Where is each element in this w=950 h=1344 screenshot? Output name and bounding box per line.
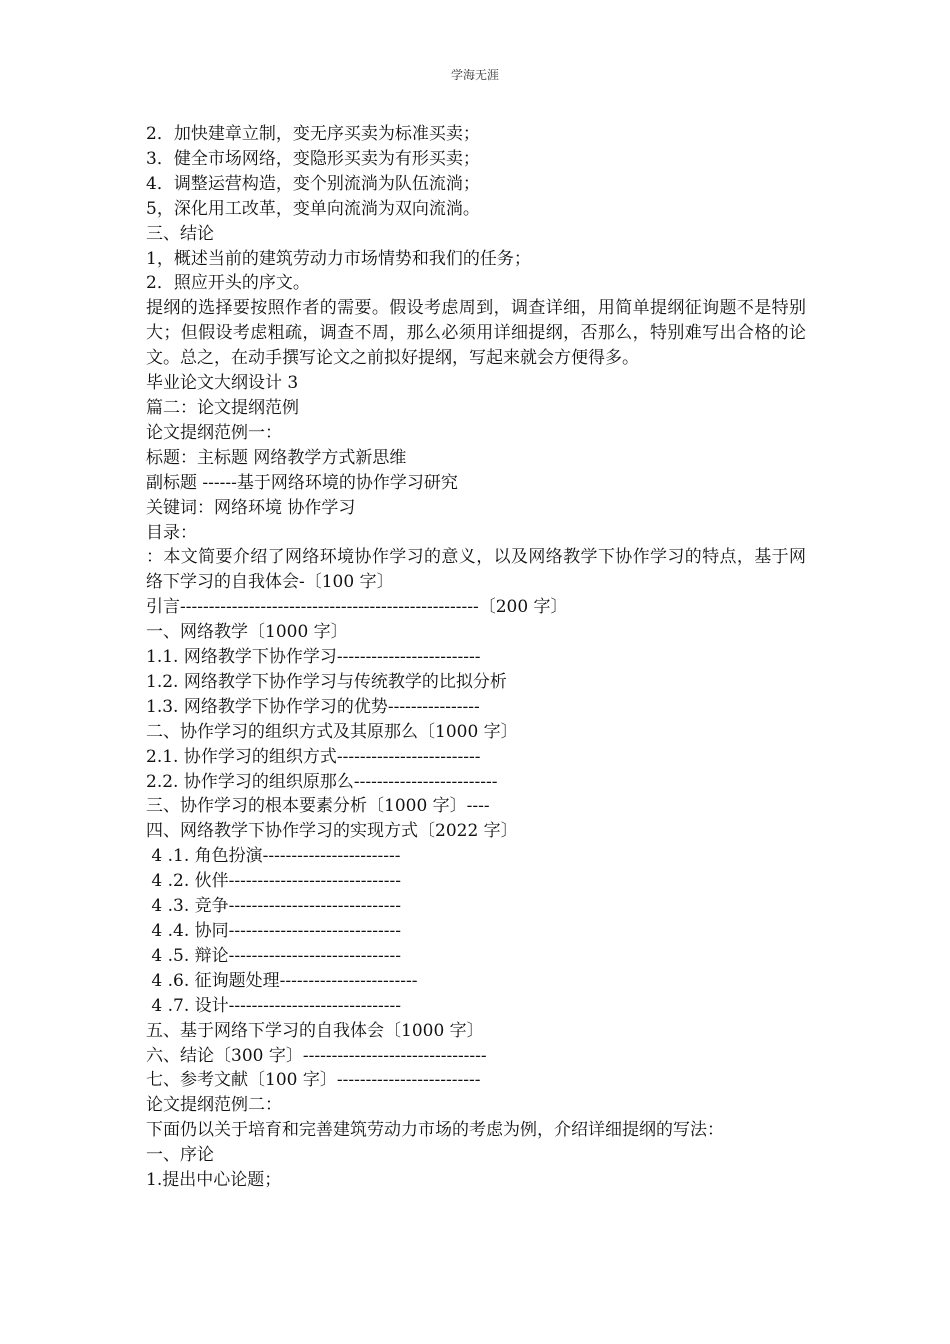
outline-line: 三、协作学习的根本要素分析〔1000 字〕---- bbox=[146, 796, 490, 817]
outline-line: 五、基于网络下学习的自我体会〔1000 字〕 bbox=[146, 1020, 484, 1041]
outline-line: 4 .2. 伙伴------------------------------ bbox=[146, 871, 401, 892]
text-line: 2．加快建章立制，变无序买卖为标准买卖； bbox=[146, 124, 480, 144]
text-line: 篇二：论文提纲范例 bbox=[146, 397, 299, 418]
outline-line: 4 .4. 协同------------------------------ bbox=[146, 921, 401, 941]
text-line: 2．照应开头的序文。 bbox=[146, 273, 310, 294]
outline-line: 下面仍以关于培育和完善建筑劳动力市场的考虑为例，介绍详细提纲的写法： bbox=[146, 1120, 724, 1141]
outline-line: 4 .7. 设计------------------------------ bbox=[146, 995, 401, 1016]
text-line: 4．调整运营构造，变个别流淌为队伍流淌； bbox=[146, 173, 480, 194]
outline-line: 2.1. 协作学习的组织方式------------------------- bbox=[146, 746, 481, 767]
text-line: 关键词：网络环境 协作学习 bbox=[146, 497, 356, 518]
outline-line: 2.2. 协作学习的组织原那么------------------------- bbox=[146, 771, 498, 792]
outline-line: 1.3. 网络教学下协作学习的优势---------------- bbox=[146, 696, 480, 717]
outline-line: 4 .5. 辩论------------------------------ bbox=[146, 945, 401, 966]
outline-line: 论文提纲范例二： bbox=[146, 1095, 282, 1116]
text-line: 副标题 ------基于网络环境的协作学习研究 bbox=[146, 472, 458, 493]
outline-line: 一、序论 bbox=[146, 1145, 214, 1166]
section-heading: 三、结论 bbox=[146, 223, 214, 244]
outline-line: 1.提出中心论题； bbox=[146, 1170, 282, 1191]
outline-line: 二、协作学习的组织方式及其原那么〔1000 字〕 bbox=[146, 721, 518, 742]
text-line: 目录： bbox=[146, 522, 197, 543]
outline-line: 1.2. 网络教学下协作学习与传统教学的比拟分析 bbox=[146, 671, 507, 692]
outline-line: 四、网络教学下协作学习的实现方式〔2022 字〕 bbox=[146, 821, 518, 842]
text-line: 5，深化用工改革，变单向流淌为双向流淌。 bbox=[146, 198, 480, 219]
page-header: 学海无涯 bbox=[450, 68, 499, 82]
document-body bbox=[146, 122, 806, 1193]
text-line: 3．健全市场网络，变隐形买卖为有形买卖； bbox=[146, 148, 480, 169]
text-line: 毕业论文大纲设计 3 bbox=[146, 373, 299, 394]
text-line: 标题：主标题 网络教学方式新思维 bbox=[146, 447, 407, 468]
paragraph: 提纲的选择要按照作者的需要。假设考虑周到，调查详细，用简单提纲征询题不是特别大；但假设考虑粗疏，调查不周，那么必须用详细提纲，否那么，特别难写出合格的论文。总之，在动手撰写论文之前拟好提纲，写起来就会方便得多。 bbox=[146, 298, 806, 369]
outline-line: 引言----------------------------------------------------〔200 字〕 bbox=[146, 597, 568, 618]
outline-line: 七、参考文献〔100 字〕------------------------- bbox=[146, 1070, 481, 1091]
outline-line: 4 .6. 征询题处理------------------------ bbox=[146, 970, 418, 991]
paragraph: ：本文简要介绍了网络环境协作学习的意义，以及网络教学下协作学习的特点，基于网络下学习的自我体会-〔100 字〕 bbox=[146, 547, 806, 593]
text-line: 1，概述当前的建筑劳动力市场情势和我们的任务； bbox=[146, 248, 531, 269]
outline-line: 1.1. 网络教学下协作学习------------------------- bbox=[146, 647, 481, 668]
outline-line: 4 .3. 竞争------------------------------ bbox=[146, 896, 401, 917]
outline-line: 4 .1. 角色扮演------------------------ bbox=[146, 846, 401, 867]
outline-line: 一、网络教学〔1000 字〕 bbox=[146, 622, 348, 643]
outline-line: 六、结论〔300 字〕-------------------------------- bbox=[146, 1045, 487, 1066]
text-line: 论文提纲范例一： bbox=[146, 422, 282, 443]
